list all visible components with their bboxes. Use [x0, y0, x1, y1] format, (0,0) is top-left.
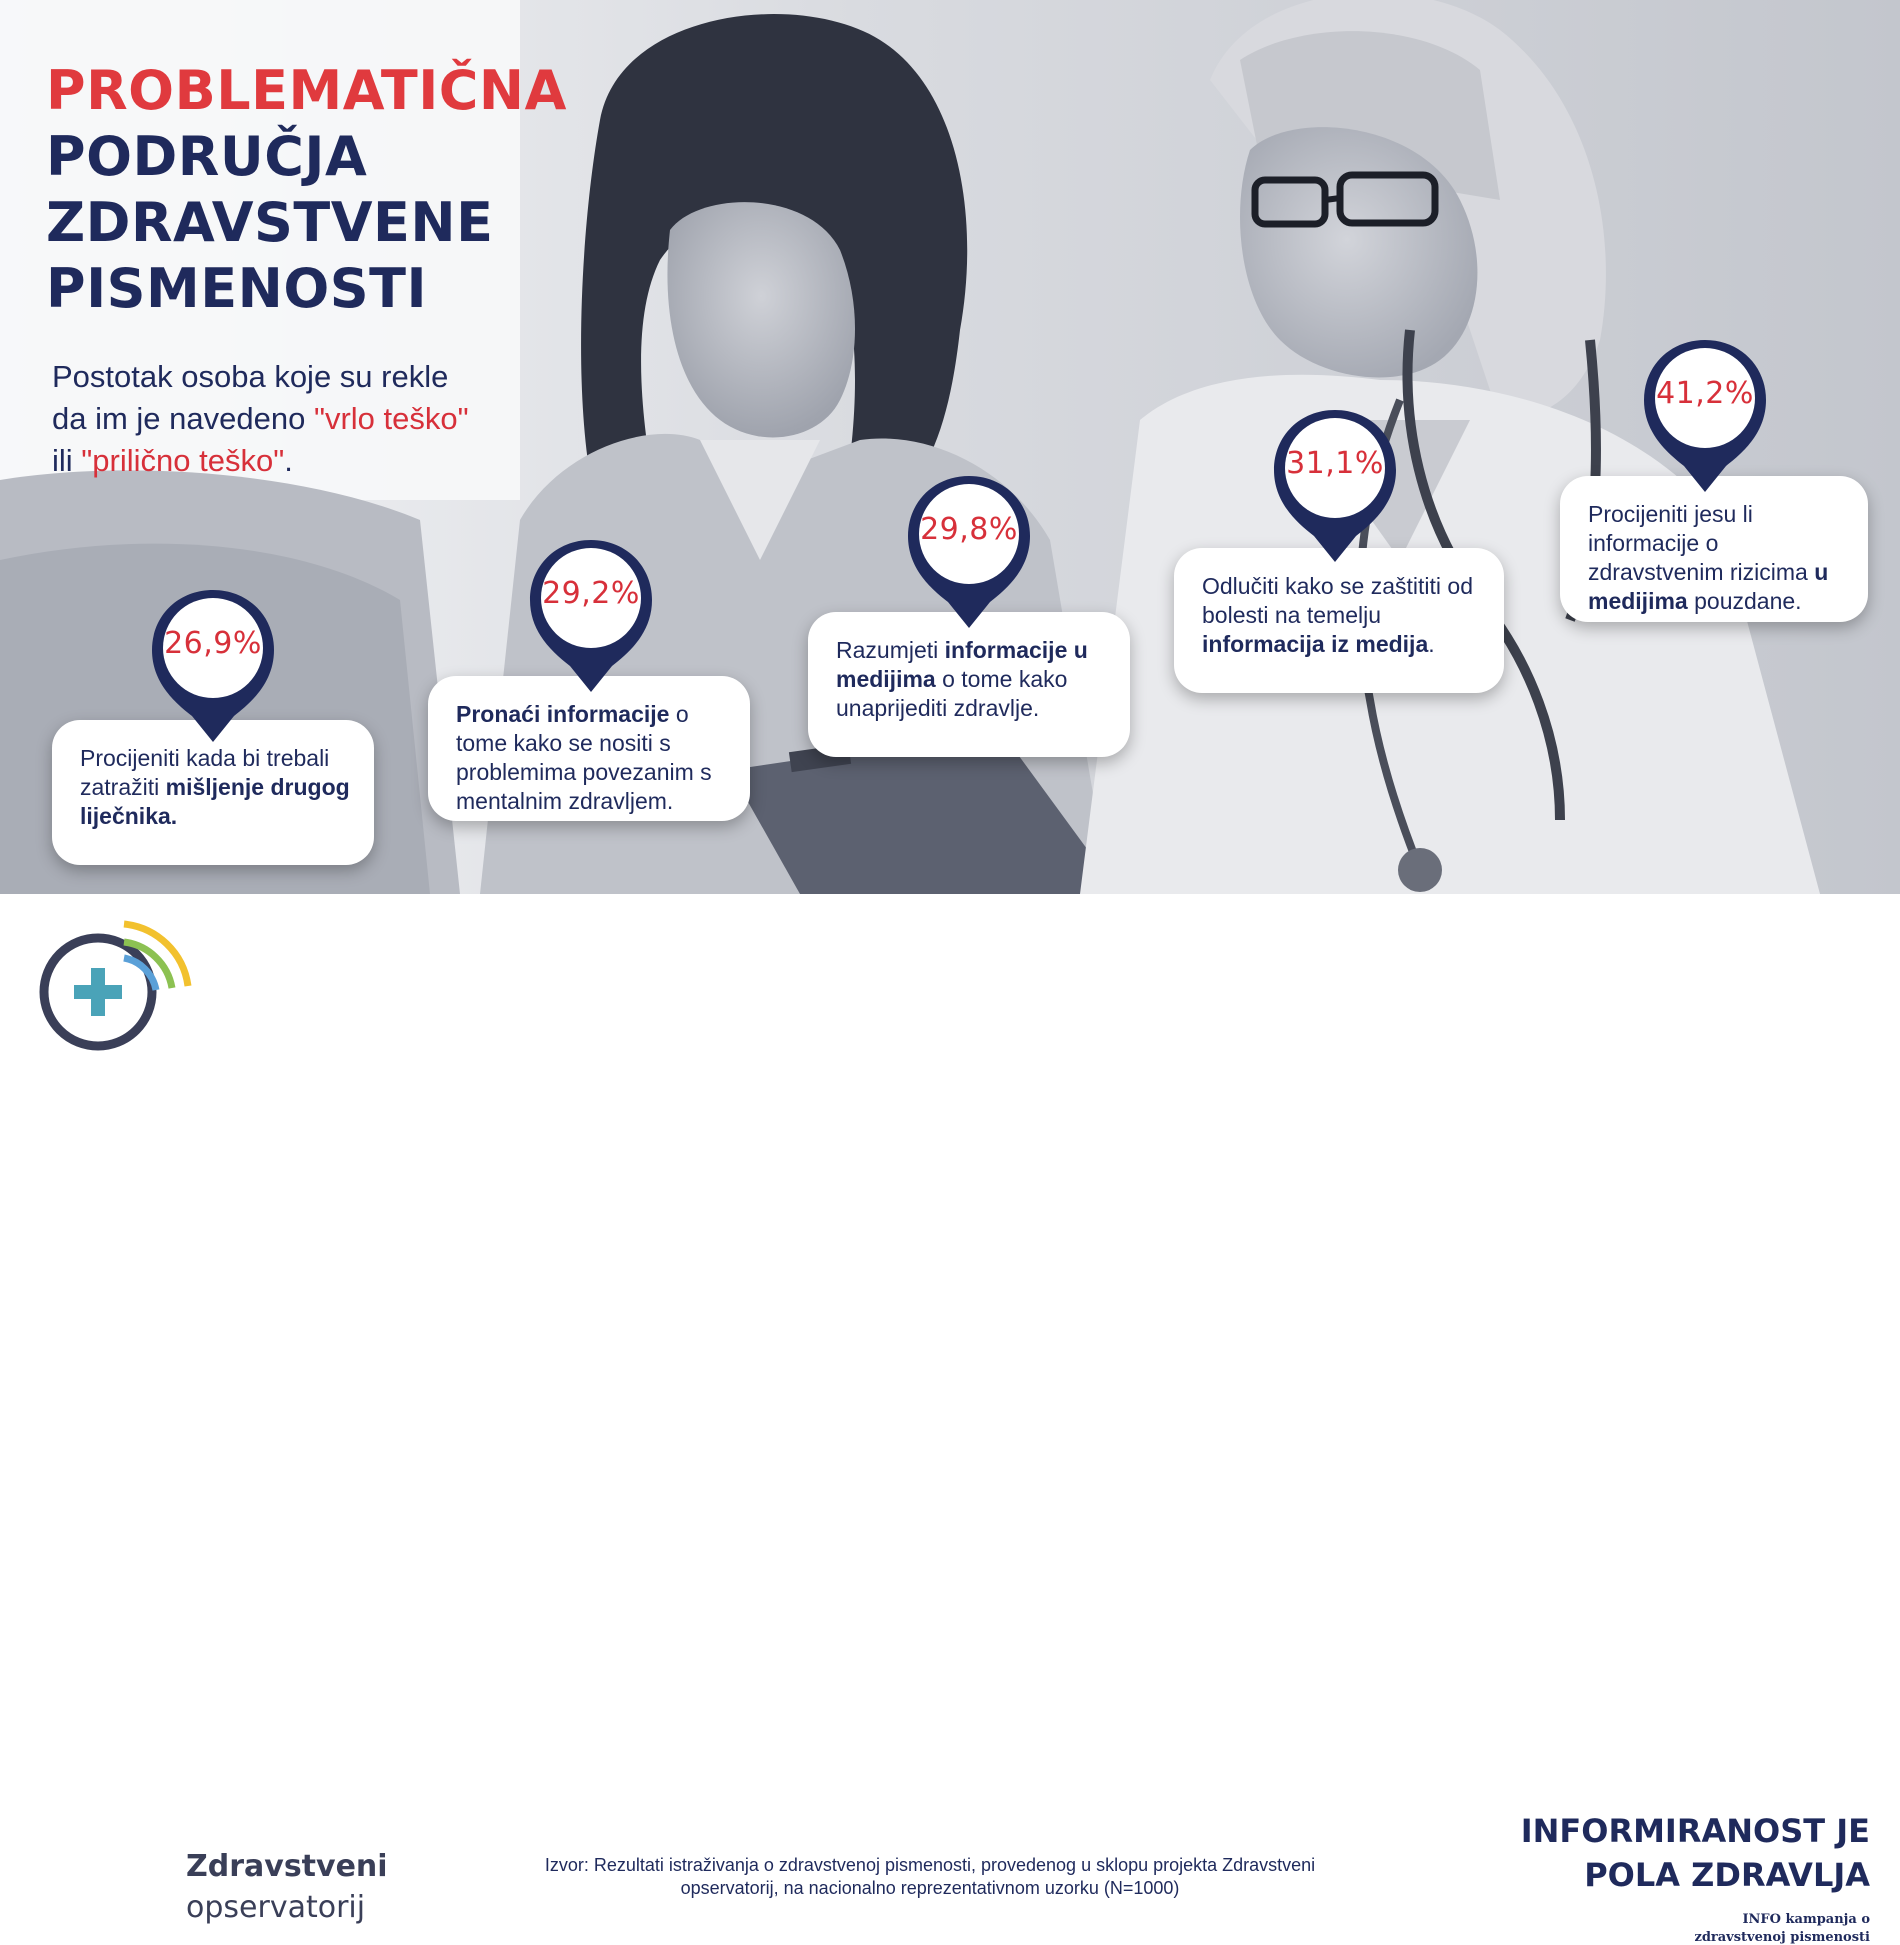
subtitle-line-2	[52, 398, 552, 440]
pin-marker	[1270, 406, 1400, 576]
slogan-line-2: POLA ZDRAVLJA	[1584, 1856, 1870, 1894]
pin-marker	[1640, 336, 1770, 506]
value-label: 26,9%	[164, 626, 262, 661]
subtitle-highlight-very-hard: "vrlo teško"	[313, 401, 469, 436]
item-label-part: o tome kako se nositi s problemima povezanim s mentalnim zdravljem.	[456, 701, 712, 814]
pin-marker	[148, 586, 278, 756]
value-label: 41,2%	[1656, 376, 1754, 411]
item-label-part: u medijima	[1588, 559, 1829, 614]
value-pin	[904, 472, 1034, 642]
item-label-part: Pronaći informacije	[456, 701, 670, 727]
campaign-line-1: INFO kampanja o	[1742, 1912, 1870, 1927]
pin-marker	[904, 472, 1034, 642]
item-label-part: mišljenje drugog liječnika.	[80, 774, 350, 829]
subtitle-line-3-text: ili	[52, 443, 82, 478]
subtitle	[52, 356, 552, 482]
slogan-line-1: INFORMIRANOST JE	[1520, 1812, 1870, 1850]
subtitle-line-1: Postotak osoba koje su rekle	[52, 359, 449, 394]
subtitle-highlight-fairly-hard: "prilično teško"	[81, 443, 285, 478]
value-label: 29,2%	[542, 576, 640, 611]
footer	[0, 894, 1900, 1945]
title-line-4: PISMENOSTI	[46, 257, 428, 320]
subtitle-line-2-text: da im je navedeno	[52, 401, 314, 436]
value-pin	[1270, 406, 1400, 576]
item-label-part: informacije u medijima	[836, 637, 1088, 692]
subtitle-line-3	[52, 440, 552, 482]
item-label-part: .	[1428, 631, 1435, 657]
source-line-2: opservatorij, na nacionalno reprezentativnom uzorku (N=1000)	[680, 1878, 1180, 1898]
value-label: 29,8%	[920, 512, 1018, 547]
value-pin	[148, 586, 278, 756]
source-line-1: Izvor: Rezultati istraživanja o zdravstvenoj pismenosti, provedenog u sklopu projekta Zdravstveni	[544, 1855, 1316, 1875]
pin-marker	[526, 536, 656, 706]
item-label-part: o tome kako unaprijediti zdravlje.	[836, 666, 1068, 721]
campaign-line-2: zdravstvenoj pismenosti	[1694, 1930, 1870, 1945]
item-label-part: Procijeniti kada bi trebali zatražiti	[80, 745, 330, 800]
value-label: 31,1%	[1286, 446, 1384, 481]
value-pin	[526, 536, 656, 706]
item-label-part: informacija iz medija	[1202, 631, 1429, 657]
logo-subname: opservatorij	[186, 1890, 366, 1925]
logo-name: Zdravstveni	[186, 1849, 388, 1884]
source-note	[520, 1854, 1340, 1900]
value-pin	[1640, 336, 1770, 506]
logo-icon	[28, 906, 198, 1066]
item-label-part: Odlučiti kako se zaštititi od bolesti na temelju	[1202, 573, 1474, 628]
title-line-1: PROBLEMATIČNA	[46, 59, 567, 122]
title-line-2: PODRUČJA	[46, 125, 368, 188]
item-label-part: pouzdane.	[1687, 588, 1802, 614]
item-label-part: Procijeniti jesu li informacije o zdravstvenim rizicima	[1588, 501, 1815, 585]
item-label-part: Razumjeti	[836, 637, 945, 663]
subtitle-line-3-end: .	[284, 443, 293, 478]
title-line-3: ZDRAVSTVENE	[46, 191, 494, 254]
